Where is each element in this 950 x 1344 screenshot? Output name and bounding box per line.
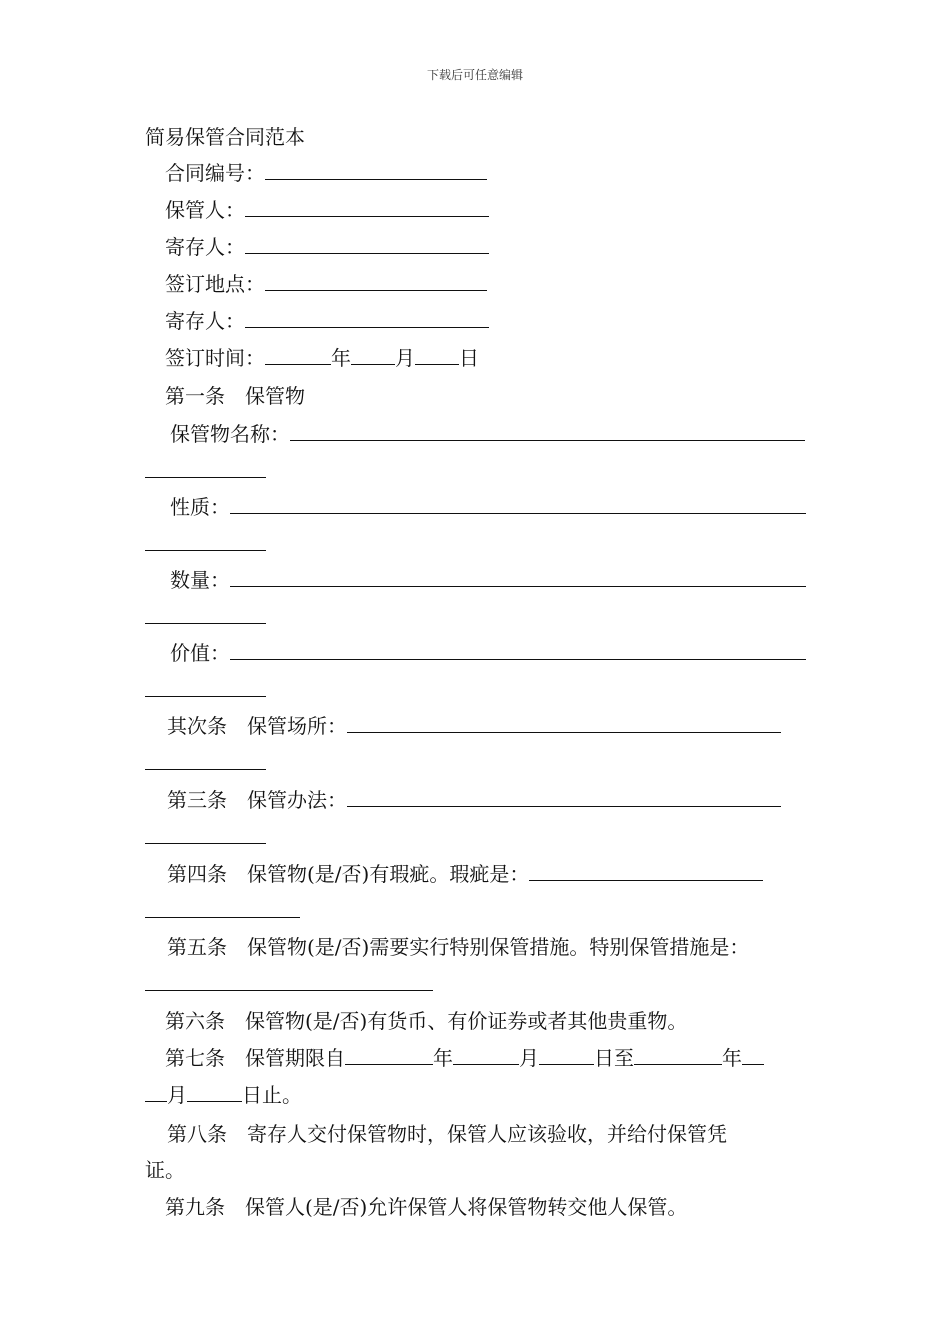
nature-row — [170, 494, 806, 520]
location-blank[interactable] — [347, 714, 781, 733]
article-1-heading: 第一条 保管物 — [165, 384, 305, 408]
article-3-row — [167, 787, 781, 813]
article-4-row — [167, 861, 763, 887]
value-cont — [145, 677, 266, 703]
keeper-label: 保管人： — [165, 198, 245, 222]
depositor-label: 寄存人： — [165, 235, 245, 259]
item-name-blank[interactable] — [290, 422, 805, 441]
sign-place-row — [165, 271, 487, 297]
quantity-label: 数量： — [170, 568, 230, 592]
quantity-blank[interactable] — [230, 568, 806, 587]
special-measure-blank[interactable] — [145, 972, 433, 991]
start-year-blank[interactable] — [345, 1046, 433, 1065]
quantity-row — [170, 567, 806, 593]
article-2-cont — [145, 750, 266, 776]
nature-cont — [145, 531, 266, 557]
article-7-cont — [145, 1082, 302, 1108]
end-day-blank[interactable] — [187, 1083, 242, 1102]
article-9: 第九条 保管人(是/否)允许保管人将保管物转交他人保管。 — [165, 1195, 688, 1219]
month-label: 月 — [395, 346, 415, 370]
nature-label: 性质： — [170, 495, 230, 519]
day-label: 日 — [459, 346, 479, 370]
depositor2-blank[interactable] — [245, 309, 489, 328]
sign-day-blank[interactable] — [415, 346, 459, 365]
article-5-row — [167, 934, 749, 960]
article-4-cont — [145, 898, 300, 924]
value-label: 价值： — [170, 641, 230, 665]
value-blank-cont[interactable] — [145, 678, 266, 697]
year-label: 年 — [331, 346, 351, 370]
contract-no-label: 合同编号： — [165, 161, 265, 185]
article-7-end: 日止。 — [242, 1083, 302, 1107]
contract-no-row — [165, 160, 487, 186]
item-name-blank-cont[interactable] — [145, 459, 266, 478]
article-2-row — [167, 713, 781, 739]
document-title: 简易保管合同范本 — [145, 125, 305, 149]
sign-time-row — [165, 345, 479, 371]
sign-place-label: 签订地点： — [165, 272, 265, 296]
article-7-row — [165, 1045, 764, 1071]
method-blank-cont[interactable] — [145, 825, 266, 844]
item-name-label: 保管物名称： — [170, 422, 290, 446]
sign-month-blank[interactable] — [351, 346, 395, 365]
value-blank[interactable] — [230, 641, 806, 660]
article-4-label: 第四条 保管物(是/否)有瑕疵。瑕疵是： — [167, 862, 530, 886]
article-5-cont — [145, 971, 433, 997]
article-2-label: 其次条 保管场所： — [167, 714, 347, 738]
article-8-line-2: 证。 — [145, 1158, 185, 1182]
article-3-label: 第三条 保管办法： — [167, 788, 347, 812]
nature-blank[interactable] — [230, 495, 806, 514]
article-7-day-to: 日至 — [594, 1046, 634, 1070]
sign-time-label: 签订时间： — [165, 346, 265, 370]
article-7-month: 月 — [519, 1046, 539, 1070]
depositor-blank[interactable] — [245, 235, 489, 254]
sign-place-blank[interactable] — [265, 272, 487, 291]
quantity-cont — [145, 604, 266, 630]
location-blank-cont[interactable] — [145, 751, 266, 770]
page-header: 下载后可任意编辑 — [426, 68, 523, 82]
quantity-blank-cont[interactable] — [145, 605, 266, 624]
contract-no-blank[interactable] — [265, 161, 487, 180]
article-6: 第六条 保管物(是/否)有货币、有价证券或者其他贵重物。 — [165, 1009, 688, 1033]
end-year-blank[interactable] — [634, 1046, 722, 1065]
depositor-row — [165, 234, 489, 260]
start-day-blank[interactable] — [539, 1046, 594, 1065]
value-row — [170, 640, 806, 666]
keeper-row — [165, 197, 489, 223]
item-name-row — [170, 421, 805, 447]
start-month-blank[interactable] — [453, 1046, 519, 1065]
article-3-cont — [145, 824, 266, 850]
keeper-blank[interactable] — [245, 198, 489, 217]
end-month-blank-cont[interactable] — [145, 1083, 167, 1102]
defect-blank-cont[interactable] — [145, 899, 300, 918]
article-7-year2: 年 — [722, 1046, 742, 1070]
item-name-cont — [145, 458, 266, 484]
article-7-month2: 月 — [167, 1083, 187, 1107]
article-8-line-1: 第八条 寄存人交付保管物时，保管人应该验收，并给付保管凭 — [167, 1122, 727, 1146]
article-7-year: 年 — [433, 1046, 453, 1070]
depositor2-label: 寄存人： — [165, 309, 245, 333]
method-blank[interactable] — [347, 788, 781, 807]
article-5-label: 第五条 保管物(是/否)需要实行特别保管措施。特别保管措施是： — [167, 935, 750, 959]
defect-blank[interactable] — [529, 862, 763, 881]
end-month-blank[interactable] — [742, 1046, 764, 1065]
nature-blank-cont[interactable] — [145, 532, 266, 551]
sign-year-blank[interactable] — [265, 346, 331, 365]
article-7-prefix: 第七条 保管期限自 — [165, 1046, 345, 1070]
depositor2-row — [165, 308, 489, 334]
